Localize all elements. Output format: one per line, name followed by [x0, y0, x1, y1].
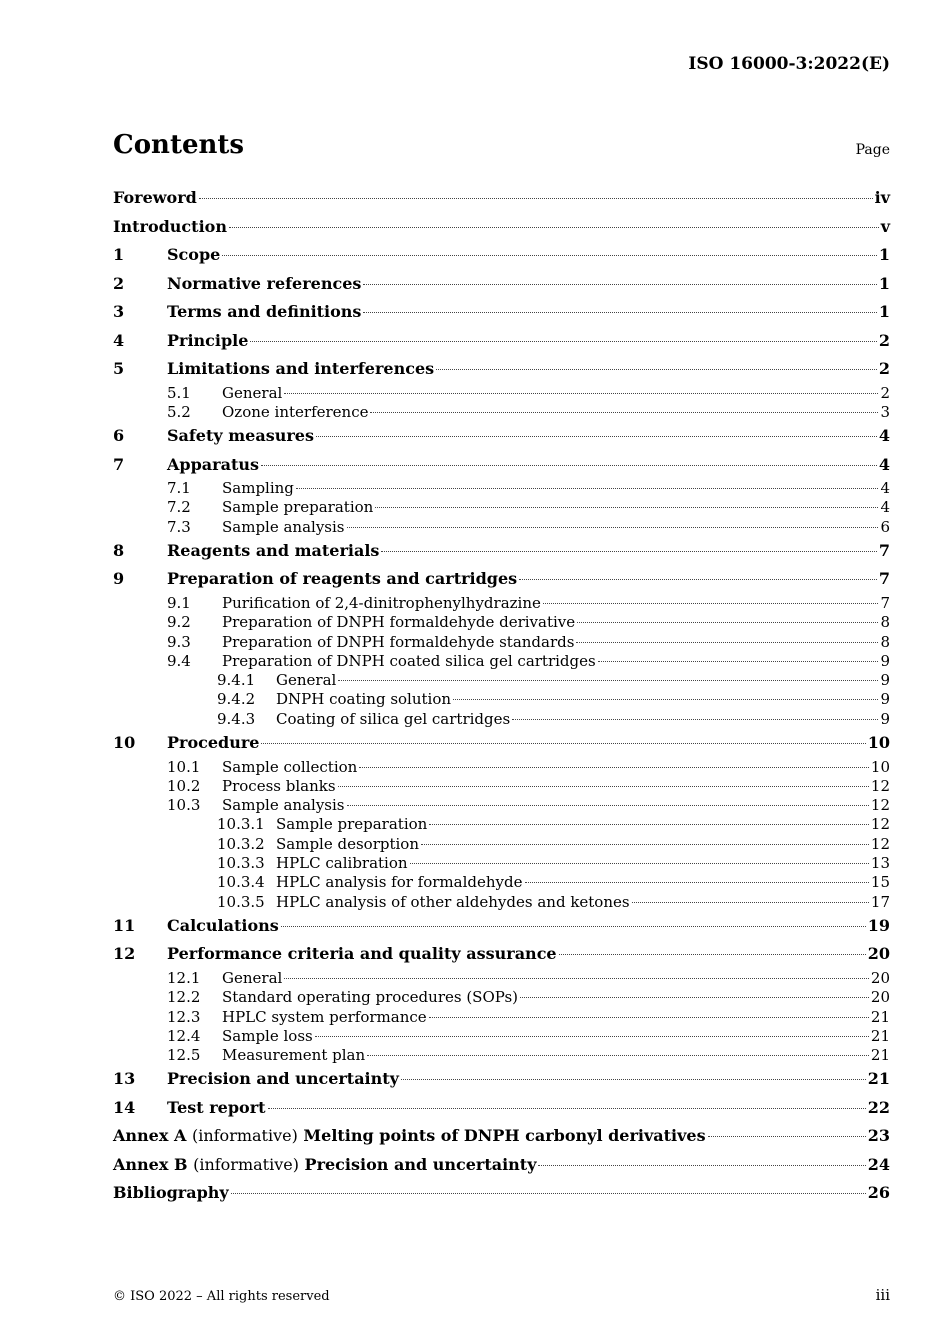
- toc-entry-label: Ozone interference: [222, 402, 369, 421]
- toc-entry-page: 24: [867, 1154, 890, 1174]
- dot-leader: [429, 824, 869, 825]
- toc-entry-label: Bibliography: [113, 1183, 229, 1203]
- toc-entry-page: 7: [878, 540, 890, 560]
- dot-leader: [367, 1055, 869, 1056]
- toc-entry[interactable]: [113, 729, 890, 758]
- dot-leader: [410, 863, 869, 864]
- dot-leader: [281, 926, 866, 927]
- toc-entry[interactable]: [113, 690, 890, 709]
- dot-leader: [429, 1017, 869, 1018]
- toc-entry-label: Sample loss: [222, 1026, 313, 1045]
- toc-entry-page: 4: [878, 426, 890, 446]
- dot-leader: [296, 488, 879, 489]
- toc-entry-page: 6: [880, 517, 890, 536]
- dot-leader: [284, 393, 878, 394]
- toc-entry-page: 4: [880, 479, 890, 498]
- toc-entry[interactable]: [113, 184, 890, 213]
- toc-entry[interactable]: [113, 327, 890, 356]
- toc-entry-label: Sample analysis: [222, 796, 345, 815]
- toc-entry[interactable]: [113, 873, 890, 892]
- dot-leader: [199, 198, 873, 199]
- toc-entry-label: DNPH coating solution: [276, 690, 452, 709]
- annex-note: (informative): [191, 1126, 298, 1146]
- toc-entry-page: 20: [867, 944, 890, 964]
- toc-entry[interactable]: [113, 1008, 890, 1027]
- toc-entry[interactable]: [113, 969, 890, 988]
- dot-leader: [576, 642, 878, 643]
- page-column-label: Page: [855, 142, 890, 158]
- toc-entry-label: Process blanks: [222, 776, 336, 795]
- dot-leader: [453, 699, 878, 700]
- toc-entry-number: 10.1: [167, 757, 201, 776]
- dot-leader: [381, 551, 876, 552]
- toc-entry-label: HPLC system performance: [222, 1007, 427, 1026]
- toc-entry-page: 22: [867, 1097, 890, 1117]
- toc-entry-number: 7: [113, 454, 125, 474]
- toc-entry-number: 10: [113, 733, 136, 753]
- toc-entry-page: 23: [867, 1126, 890, 1146]
- toc-entry-page: 10: [870, 757, 890, 776]
- toc-entry[interactable]: [113, 777, 890, 796]
- toc-entry-number: 8: [113, 540, 125, 560]
- toc-entry[interactable]: [113, 498, 890, 517]
- toc-entry[interactable]: [113, 988, 890, 1007]
- toc-entry-label: Normative references: [167, 273, 362, 293]
- toc-entry[interactable]: [113, 1065, 890, 1094]
- dot-leader: [538, 1165, 865, 1166]
- toc-entry-page: 1: [878, 245, 890, 264]
- toc-entry-number: 9.2: [167, 613, 191, 632]
- toc-entry-page: 2: [878, 330, 890, 350]
- toc-entry-page: 8: [880, 632, 890, 651]
- toc-entry-page: 21: [867, 1069, 890, 1089]
- toc-entry-label: Preparation of DNPH formaldehyde derivative: [222, 613, 576, 632]
- toc-entry-number: 12.1: [167, 968, 201, 987]
- toc-entry-number: 12.4: [167, 1026, 201, 1045]
- toc-entry-number: 3: [113, 302, 125, 321]
- toc-entry-label: Coating of silica gel cartridges: [276, 709, 511, 728]
- toc-entry-number: 9.4.1: [217, 671, 256, 690]
- toc-entry[interactable]: [113, 1151, 890, 1180]
- toc-entry[interactable]: [113, 270, 890, 299]
- toc-entry[interactable]: [113, 1027, 890, 1046]
- annex-title: Melting points of DNPH carbonyl derivatives: [303, 1126, 706, 1146]
- toc-entry-number: 9.4.3: [217, 709, 256, 728]
- table-of-contents: [113, 184, 890, 1208]
- toc-entry-label: General: [276, 671, 337, 690]
- toc-entry-number: 5: [113, 359, 125, 378]
- toc-entry-page: iv: [874, 188, 890, 207]
- toc-entry-page: v: [880, 216, 890, 236]
- toc-entry-number: 5.1: [167, 383, 191, 402]
- toc-entry-label: Sample collection: [222, 757, 358, 776]
- page-title: Contents: [113, 130, 245, 160]
- toc-entry[interactable]: [113, 835, 890, 854]
- toc-entry-label: HPLC calibration: [276, 854, 408, 873]
- toc-entry-page: 21: [870, 1046, 890, 1065]
- dot-leader: [222, 255, 877, 256]
- dot-leader: [632, 902, 869, 903]
- toc-entry-label: General: [222, 383, 283, 402]
- toc-entry-label: Standard operating procedures (SOPs): [222, 988, 518, 1007]
- toc-entry[interactable]: [113, 479, 890, 498]
- toc-entry-number: 12: [113, 944, 136, 964]
- dot-leader: [519, 579, 877, 580]
- toc-entry-page: 20: [870, 988, 890, 1007]
- toc-entry-number: 10.2: [167, 776, 201, 795]
- dot-leader: [338, 786, 869, 787]
- toc-entry[interactable]: [113, 613, 890, 632]
- dot-leader: [338, 680, 878, 681]
- toc-entry-page: 15: [870, 873, 890, 892]
- toc-entry-page: 7: [878, 569, 890, 589]
- toc-entry-number: 9.3: [167, 632, 191, 651]
- dot-leader: [525, 882, 869, 883]
- toc-entry[interactable]: [113, 384, 890, 403]
- toc-entry-label: Preparation of DNPH coated silica gel cartridges: [222, 651, 596, 670]
- toc-entry-number: 11: [113, 915, 136, 935]
- dot-leader: [315, 1036, 869, 1037]
- dot-leader: [520, 997, 869, 998]
- toc-entry-label: Sample desorption: [276, 834, 419, 853]
- toc-entry[interactable]: [113, 565, 890, 594]
- toc-entry[interactable]: [113, 403, 890, 422]
- toc-entry-page: 9: [880, 671, 890, 690]
- toc-entry[interactable]: [113, 912, 890, 941]
- toc-entry-label: Preparation of DNPH formaldehyde standards: [222, 632, 575, 651]
- toc-entry-page: 4: [880, 498, 890, 517]
- toc-entry-page: 2: [878, 359, 890, 378]
- toc-entry[interactable]: [113, 633, 890, 652]
- toc-entry-label: Introduction: [113, 216, 227, 236]
- toc-entry[interactable]: [113, 758, 890, 777]
- dot-leader: [250, 341, 876, 342]
- toc-entry-label: Preparation of reagents and cartridges: [167, 569, 518, 589]
- dot-leader: [559, 954, 866, 955]
- toc-entry-number: 9.4.2: [217, 690, 256, 709]
- dot-leader: [261, 743, 865, 744]
- toc-entry-number: 9: [113, 569, 125, 589]
- toc-entry-label: Safety measures: [167, 426, 314, 446]
- annex-title: Precision and uncertainty: [304, 1154, 537, 1174]
- toc-entry-label: Purification of 2,4-dinitrophenylhydrazine: [222, 593, 541, 612]
- toc-entry-label: Precision and uncertainty: [167, 1069, 399, 1089]
- toc-entry-label: Foreword: [113, 188, 197, 207]
- toc-entry-label: [113, 1122, 706, 1151]
- toc-entry-page: 12: [870, 776, 890, 795]
- toc-entry-label: Terms and definitions: [167, 302, 362, 321]
- toc-entry-label: HPLC analysis of other aldehydes and ketones: [276, 892, 630, 911]
- toc-entry-label: Reagents and materials: [167, 540, 380, 560]
- toc-entry-page: 9: [880, 690, 890, 709]
- toc-entry-number: 7.2: [167, 498, 191, 517]
- dot-leader: [229, 227, 879, 228]
- toc-entry-number: 2: [113, 273, 125, 293]
- annex-note: (informative): [193, 1154, 299, 1174]
- toc-entry-label: General: [222, 968, 283, 987]
- toc-entry-page: 9: [880, 709, 890, 728]
- toc-entry-label: Calculations: [167, 915, 279, 935]
- toc-entry-page: 1: [878, 273, 890, 293]
- toc-entry-label: Sampling: [222, 479, 294, 498]
- toc-entry-label: Test report: [167, 1097, 266, 1117]
- toc-entry-page: 26: [867, 1183, 890, 1203]
- toc-entry-page: 10: [867, 733, 890, 753]
- toc-entry[interactable]: [113, 893, 890, 912]
- toc-entry-page: 21: [870, 1007, 890, 1026]
- toc-entry-label: Limitations and interferences: [167, 359, 435, 378]
- dot-leader: [347, 527, 879, 528]
- dot-leader: [363, 312, 876, 313]
- dot-leader: [598, 661, 879, 662]
- toc-entry-number: 14: [113, 1097, 136, 1117]
- toc-entry-number: 10.3: [167, 796, 201, 815]
- copyright-notice: © ISO 2022 – All rights reserved: [113, 1289, 330, 1304]
- dot-leader: [370, 412, 878, 413]
- dot-leader: [268, 1108, 866, 1109]
- toc-entry-label: Principle: [167, 330, 249, 350]
- toc-entry-label: Sample analysis: [222, 517, 345, 536]
- toc-entry[interactable]: [113, 710, 890, 729]
- toc-entry[interactable]: [113, 815, 890, 834]
- toc-entry-number: 7.3: [167, 517, 191, 536]
- page-number: iii: [875, 1286, 890, 1304]
- annex-label: Annex A: [113, 1126, 187, 1146]
- toc-entry[interactable]: [113, 1179, 890, 1208]
- toc-entry-page: 1: [878, 302, 890, 321]
- toc-entry-number: 9.4: [167, 651, 191, 670]
- toc-entry[interactable]: [113, 940, 890, 969]
- toc-entry-page: 20: [870, 968, 890, 987]
- toc-entry-page: 3: [880, 402, 890, 421]
- toc-entry-number: 10.3.2: [217, 834, 265, 853]
- dot-leader: [421, 844, 869, 845]
- toc-entry-page: 19: [867, 915, 890, 935]
- toc-entry[interactable]: [113, 652, 890, 671]
- toc-entry[interactable]: [113, 298, 890, 327]
- toc-entry-label: Sample preparation: [222, 498, 374, 517]
- toc-entry-number: 10.3.4: [217, 873, 265, 892]
- annex-label: Annex B: [113, 1154, 188, 1174]
- dot-leader: [231, 1193, 866, 1194]
- contents-header: [113, 130, 890, 166]
- toc-entry-number: 12.3: [167, 1007, 201, 1026]
- dot-leader: [512, 719, 878, 720]
- toc-entry[interactable]: [113, 671, 890, 690]
- toc-entry-page: 9: [880, 651, 890, 670]
- dot-leader: [316, 436, 877, 437]
- toc-entry[interactable]: [113, 355, 890, 384]
- toc-entry-number: 10.3.5: [217, 892, 265, 911]
- toc-entry[interactable]: [113, 1046, 890, 1065]
- toc-entry[interactable]: [113, 213, 890, 242]
- toc-entry-label: [113, 1151, 536, 1180]
- dot-leader: [347, 805, 869, 806]
- toc-entry[interactable]: [113, 518, 890, 537]
- toc-entry-page: 12: [870, 796, 890, 815]
- toc-entry[interactable]: [113, 537, 890, 566]
- dot-leader: [284, 978, 869, 979]
- toc-entry-label: Measurement plan: [222, 1046, 366, 1065]
- toc-entry[interactable]: [113, 594, 890, 613]
- toc-entry-number: 10.3.3: [217, 854, 265, 873]
- toc-entry-page: 17: [870, 892, 890, 911]
- toc-entry-number: 4: [113, 330, 125, 350]
- toc-entry-page: 7: [880, 593, 890, 612]
- toc-entry-label: Sample preparation: [276, 815, 428, 834]
- toc-entry-page: 21: [870, 1026, 890, 1045]
- dot-leader: [708, 1136, 866, 1137]
- toc-entry[interactable]: [113, 422, 890, 451]
- toc-entry[interactable]: [113, 451, 890, 480]
- toc-entry[interactable]: [113, 854, 890, 873]
- toc-entry-page: 12: [870, 815, 890, 834]
- dot-leader: [577, 622, 878, 623]
- toc-entry-label: Performance criteria and quality assurance: [167, 944, 557, 964]
- toc-entry[interactable]: [113, 796, 890, 815]
- dot-leader: [543, 603, 879, 604]
- toc-entry-number: 1: [113, 245, 125, 264]
- toc-entry-label: Apparatus: [167, 454, 259, 474]
- toc-entry-number: 5.2: [167, 402, 191, 421]
- toc-entry-number: 6: [113, 426, 125, 446]
- toc-entry-number: 13: [113, 1069, 136, 1089]
- toc-entry-page: 8: [880, 613, 890, 632]
- toc-entry-label: Scope: [167, 245, 221, 264]
- dot-leader: [375, 507, 878, 508]
- toc-entry-number: 10.3.1: [217, 815, 265, 834]
- toc-entry-page: 2: [880, 383, 890, 402]
- toc-entry-page: 12: [870, 834, 890, 853]
- toc-entry-number: 7.1: [167, 479, 191, 498]
- dot-leader: [363, 284, 876, 285]
- toc-entry-label: Procedure: [167, 733, 260, 753]
- toc-entry-number: 12.2: [167, 988, 201, 1007]
- dot-leader: [401, 1079, 866, 1080]
- toc-entry[interactable]: [113, 1122, 890, 1151]
- dot-leader: [261, 465, 877, 466]
- document-id: ISO 16000-3:2022(E): [688, 54, 890, 74]
- toc-entry-page: 13: [870, 854, 890, 873]
- toc-entry[interactable]: [113, 241, 890, 270]
- toc-entry-number: 9.1: [167, 593, 191, 612]
- toc-entry-number: 12.5: [167, 1046, 201, 1065]
- toc-entry-label: HPLC analysis for formaldehyde: [276, 873, 523, 892]
- toc-entry-page: 4: [878, 454, 890, 474]
- dot-leader: [359, 767, 869, 768]
- toc-entry[interactable]: [113, 1094, 890, 1123]
- dot-leader: [436, 369, 877, 370]
